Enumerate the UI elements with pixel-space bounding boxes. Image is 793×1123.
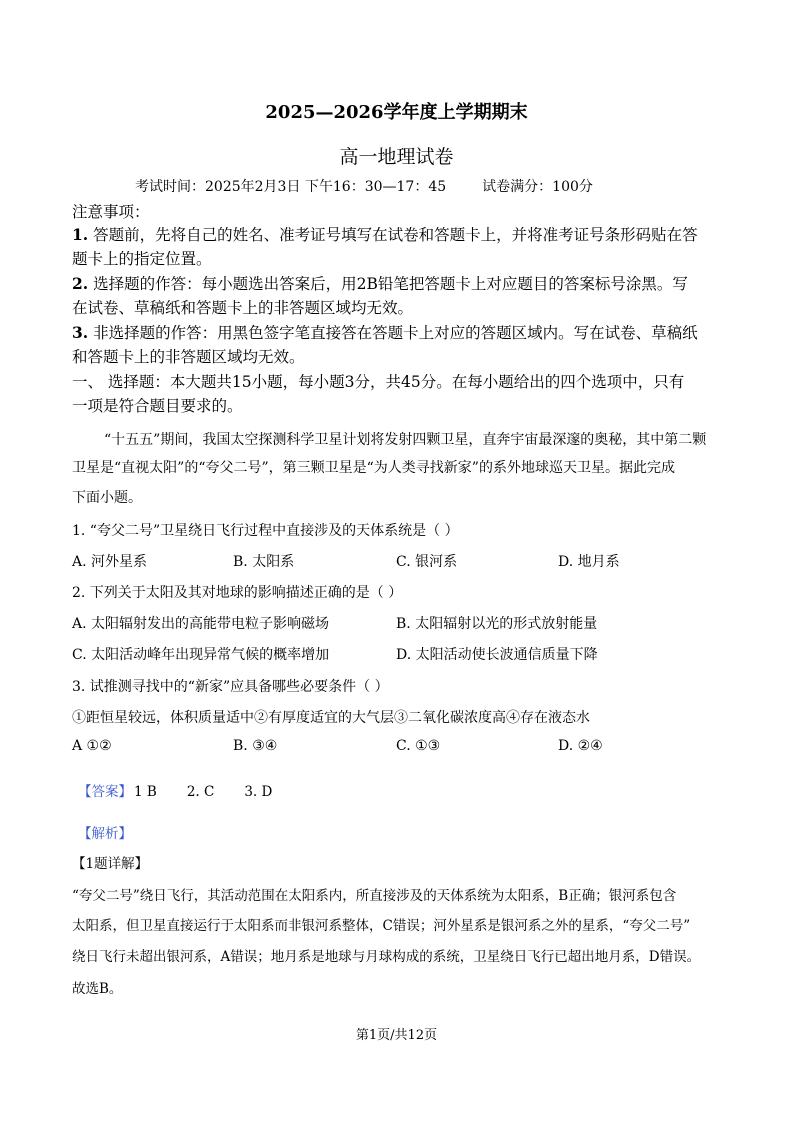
question-2-option-d: D. 太阳活动使长波通信质量下降 <box>396 647 598 663</box>
section-heading-line-2: 一项是符合题目要求的。 <box>72 397 243 415</box>
question-1-option-a: A. 河外星系 <box>72 554 148 570</box>
notice-item-1-line-2: 题卡上的指定位置。 <box>72 250 212 268</box>
analysis-q1-line-3: 绕日飞行未超出银河系，A错误；地月系是地球与月球构成的系统，卫星绕日飞行已超出地月系，D错误。 <box>72 949 701 965</box>
question-1-option-c: C. 银河系 <box>396 554 458 570</box>
analysis-q1-heading: 【1题详解】 <box>72 856 149 872</box>
full-score: 试卷满分：100分 <box>482 179 593 195</box>
page-footer: 第1页/共12页 <box>355 1028 438 1043</box>
answer-3: 3. D <box>244 784 273 800</box>
answer-1: 1 B <box>134 784 157 800</box>
question-2-option-a: A. 太阳辐射发出的高能带电粒子影响磁场 <box>72 616 330 632</box>
notice-item-3-line-1: 3. 非选择题的作答：用黑色签字笔直接答在答题卡上对应的答题区域内。写在试卷、草稿纸 <box>72 323 698 342</box>
analysis-q1-line-4: 故选B。 <box>72 981 123 997</box>
question-3-option-c: C. ①③ <box>396 738 441 754</box>
question-1-option-b: B. 太阳系 <box>233 554 295 570</box>
analysis-heading: 【解析】 <box>78 826 132 842</box>
question-3-stem: 3. 试推测寻找中的“新家”应具备哪些必要条件（ ） <box>72 679 389 695</box>
passage-line-3: 下面小题。 <box>72 490 142 506</box>
answer-line <box>78 780 272 800</box>
passage-line-2: 卫星是“直视太阳”的“夸父二号”，第三颗卫星是“为人类寻找新家”的系外地球巡天卫星。据此完成 <box>72 460 675 476</box>
notice-item-1-line-1: 1. 答题前，先将自己的姓名、准考证号填写在试卷和答题卡上，并将准考证号条形码贴在答 <box>72 225 698 244</box>
exam-time: 考试时间：2025年2月3日 下午16：30—17：45 <box>135 179 447 195</box>
question-3-option-d: D. ②④ <box>558 738 603 754</box>
question-1-option-d: D. 地月系 <box>558 554 620 570</box>
section-heading-line-1: 一、 选择题：本大题共15小题，每小题3分，共45分。在每小题给出的四个选项中，只有 <box>72 373 685 391</box>
analysis-q1-line-2: 太阳系，但卫星直接运行于太阳系而非银河系整体，C错误；河外星系是银河系之外的星系，“夸父二号” <box>72 918 691 934</box>
question-2-option-b: B. 太阳辐射以光的形式放射能量 <box>396 616 598 632</box>
notice-item-2-line-1: 2. 选择题的作答：每小题选出答案后，用2B铅笔把答题卡上对应题目的答案标号涂黑。写 <box>72 274 688 293</box>
answer-tag: 【答案】 <box>78 784 132 800</box>
passage-line-1: “十五五”期间，我国太空探测科学卫星计划将发射四颗卫星，直奔宇宙最深邃的奥秘，其中第二颗 <box>104 432 707 448</box>
exam-title: 2025—2026学年度上学期期末 <box>265 102 528 123</box>
question-2-option-c: C. 太阳活动峰年出现异常气候的概率增加 <box>72 647 330 663</box>
answer-2: 2. C <box>186 784 215 800</box>
question-3-option-b: B. ③④ <box>233 738 278 754</box>
notice-item-3-line-2: 和答题卡上的非答题区域均无效。 <box>72 348 305 366</box>
analysis-q1-line-1: “夸父二号”绕日飞行，其活动范围在太阳系内，所直接涉及的天体系统为太阳系，B正确；银河系包含 <box>72 888 677 904</box>
notice-heading: 注意事项： <box>72 203 150 221</box>
question-1-stem: 1. “夸父二号”卫星绕日飞行过程中直接涉及的天体系统是（ ） <box>72 523 459 539</box>
question-2-stem: 2. 下列关于太阳及其对地球的影响描述正确的是（ ） <box>72 585 403 601</box>
notice-item-2-line-2: 在试卷、草稿纸和答题卡上的非答题区域均无效。 <box>72 299 414 317</box>
question-3-conditions: ①距恒星较远，体积质量适中②有厚度适宜的大气层③二氧化碳浓度高④存在液态水 <box>72 710 590 726</box>
question-3-option-a: A ①② <box>72 738 112 754</box>
exam-subtitle: 高一地理试卷 <box>339 146 454 168</box>
exam-meta <box>135 176 593 196</box>
